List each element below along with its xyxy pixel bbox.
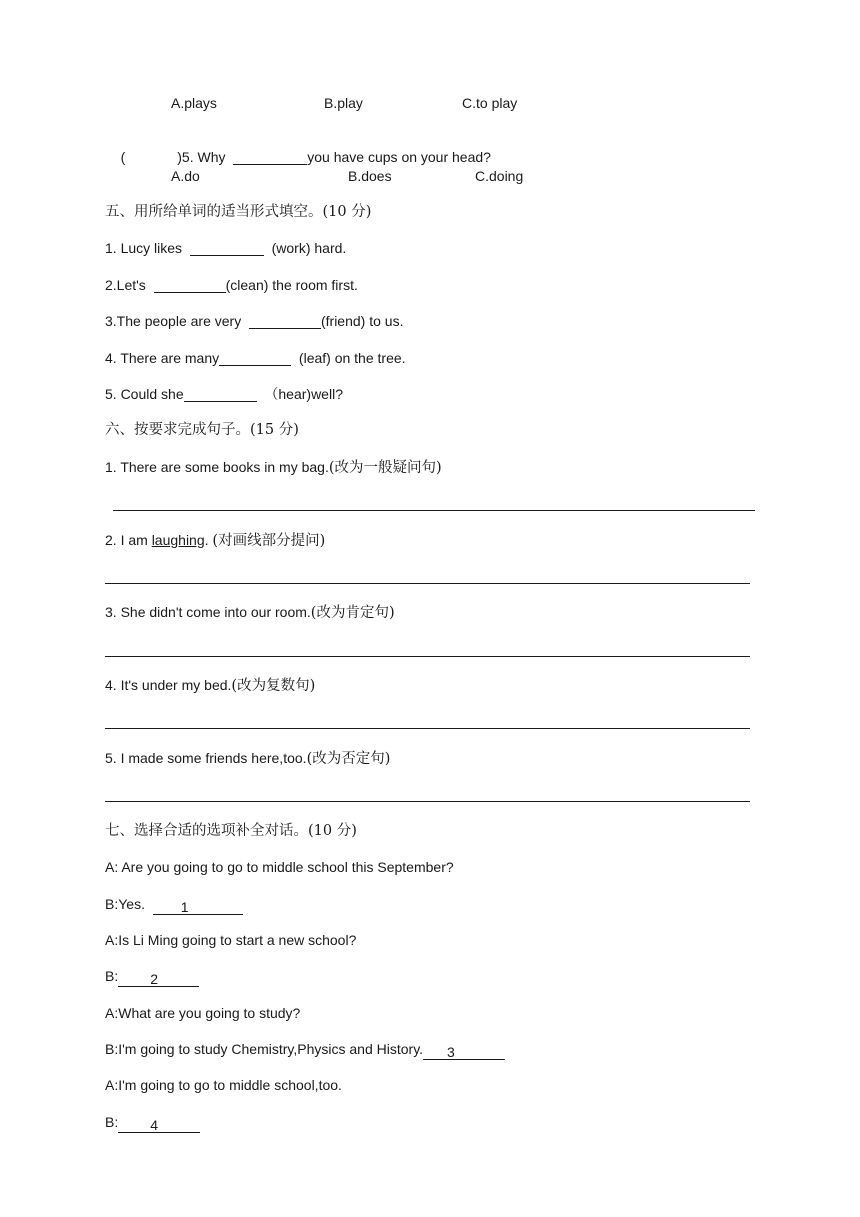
s6-item-5 (105, 749, 390, 768)
s5-item-1-blank[interactable] (190, 241, 264, 256)
dialog-line-2 (105, 895, 243, 915)
q5-line (105, 130, 491, 184)
s6-answer-line-5[interactable] (105, 801, 750, 802)
dialog-blank-3[interactable] (423, 1043, 505, 1060)
dialog-line-8 (105, 1113, 200, 1133)
s6-item-1-note: (改为一般疑问句) (328, 460, 442, 476)
s5-item-3-before: 3.The people are very (105, 313, 242, 329)
s5-item-5-after: （hear)well? (264, 386, 343, 402)
s5-item-2-before: 2.Let's (105, 277, 146, 293)
q4-option-b: B.play (324, 95, 363, 111)
q5-option-b: B.does (348, 168, 392, 184)
s5-item-1-before: 1. Lucy likes (105, 240, 183, 256)
s5-item-2 (105, 276, 358, 294)
s5-item-4-after: (leaf) on the tree. (298, 350, 406, 366)
s6-item-5-text: 5. I made some friends here,too. (105, 750, 307, 766)
dialog-blank-4[interactable] (118, 1116, 200, 1133)
dialog-blank-2-number: 2 (150, 971, 159, 987)
dialog-blank-3-number: 3 (447, 1044, 455, 1060)
dialog-line-2-text: B:Yes. (105, 896, 145, 912)
s5-item-3-blank[interactable] (249, 314, 321, 329)
s5-item-5-before: 5. Could she (105, 386, 184, 402)
s5-item-4-blank[interactable] (219, 351, 291, 366)
dialog-line-1: A: Are you going to go to middle school this September? (105, 859, 454, 875)
s5-item-2-blank[interactable] (154, 278, 226, 293)
s5-item-3 (105, 312, 403, 330)
s6-item-5-note: (改为否定句) (306, 751, 391, 767)
dialog-blank-1-number: 1 (180, 899, 189, 915)
dialog-line-7: A:I'm going to go to middle school,too. (105, 1077, 342, 1093)
s6-answer-line-2[interactable] (105, 583, 750, 584)
q4-option-c: C.to play (462, 95, 518, 111)
q5-option-c: C.doing (475, 168, 524, 184)
s6-item-2-pre: 2. I am (105, 532, 152, 548)
s6-answer-line-1[interactable] (113, 510, 755, 511)
s5-item-4 (105, 349, 406, 367)
section7-heading: 七、选择合适的选项补全对话。(10 分) (105, 823, 357, 839)
q5-text-before: Why (197, 149, 226, 165)
s6-item-3-text: 3. She didn't come into our room. (105, 604, 311, 620)
s6-item-1 (105, 458, 442, 477)
s6-item-4-note: (改为复数句) (231, 678, 316, 694)
dialog-blank-2[interactable] (118, 970, 199, 987)
q5-number: 5. (181, 149, 194, 165)
q5-paren-close: ) (177, 149, 182, 165)
section6-heading: 六、按要求完成句子。(15 分) (105, 422, 299, 438)
s5-item-1-after: (work) hard. (271, 240, 347, 256)
dialog-line-6-text: B:I'm going to study Chemistry,Physics and History. (105, 1041, 424, 1057)
q5-paren-open: ( (120, 149, 126, 165)
dialog-blank-4-number: 4 (150, 1117, 159, 1133)
dialog-line-4 (105, 967, 199, 987)
q5-option-a: A.do (171, 168, 200, 184)
s6-answer-line-4[interactable] (105, 728, 750, 729)
q4-option-a: A.plays (171, 95, 217, 111)
dialog-line-8-text: B: (105, 1114, 119, 1130)
dialog-line-4-text: B: (105, 968, 119, 984)
s5-item-2-after: (clean) the room first. (225, 277, 358, 293)
s6-item-2-note: (对画线部分提问) (212, 533, 326, 549)
s5-item-5-blank[interactable] (184, 387, 257, 402)
s6-item-2-underlined-word: laughing (151, 532, 205, 548)
dialog-blank-1[interactable] (153, 898, 243, 915)
dialog-line-6 (105, 1040, 505, 1060)
dialog-line-5: A:What are you going to study? (105, 1005, 301, 1021)
q5-text-after: you have cups on your head? (307, 149, 491, 165)
dialog-line-3: A:Is Li Ming going to start a new school? (105, 932, 357, 948)
s5-item-3-after: (friend) to us. (320, 313, 404, 329)
s6-item-3-note: (改为肯定句) (310, 605, 395, 621)
s6-answer-line-3[interactable] (105, 656, 750, 657)
q5-answer-blank[interactable] (233, 150, 307, 165)
s6-item-3 (105, 603, 395, 622)
s6-item-4-text: 4. It's under my bed. (105, 677, 232, 693)
s6-item-1-text: 1. There are some books in my bag. (105, 459, 329, 475)
s6-item-2-post: . (204, 532, 213, 548)
s5-item-4-before: 4. There are many (105, 350, 220, 366)
s6-item-4 (105, 676, 315, 695)
s5-item-1 (105, 239, 346, 257)
section5-heading: 五、用所给单词的适当形式填空。(10 分) (105, 204, 372, 220)
s6-item-2 (105, 531, 325, 550)
s5-item-5 (105, 385, 343, 403)
